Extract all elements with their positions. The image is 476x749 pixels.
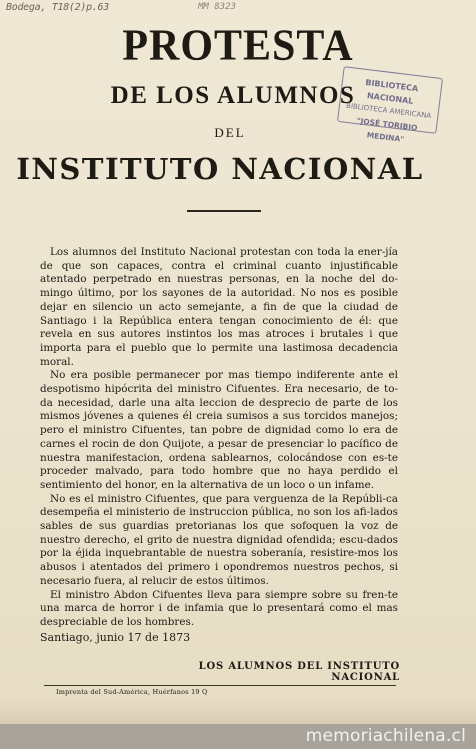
title-divider — [187, 210, 261, 212]
title-protesta: PROTESTA — [122, 21, 354, 71]
stamp-line-2: BIBLIOTECA AMERICANA — [345, 101, 432, 121]
catalog-handwriting-right: MM 8323 — [198, 2, 236, 12]
paragraph-4: El ministro Abdon Cifuentes lleva para siempre sobre su fren-te una marca de horror i de infamia que lo presentará como el mas despreciable de los hombres. — [40, 588, 398, 628]
library-stamp — [337, 66, 443, 144]
paragraph-1: Los alumnos del Instituto Nacional protestan con toda la ener-jía de que son capaces, contra el criminal cuanto injustificable atentado perpetrado en nuestras personas, en la noche del do-mingo último, por los sayones de la autoridad. No nos es posible dejar en silencio un acto semejante, a fin de que la ciudad de Santiago i la República entera tengan conocimiento de él: que revela en sus autores instintos los mas atroces i brutales i que importa para el pueblo que lo permite una lastimosa decadencia moral. — [40, 246, 398, 368]
watermark-text: memoriachilena.cl — [305, 726, 466, 746]
stamp-line-3: "JOSÉ TORIBIO MEDINA" — [356, 116, 418, 144]
title-instituto-nacional: INSTITUTO NACIONAL — [16, 152, 424, 186]
signature: LOS ALUMNOS DEL INSTITUTO NACIONAL — [198, 661, 400, 683]
footer-divider — [44, 685, 396, 686]
paragraph-3: No es el ministro Cifuentes, que para verguenza de la Repúbli-ca desempeña el ministerio de instruccion pública, no son los afi-lados sables de sus guardias pretorianas los que sofoquen la voz de nuestro derecho, el grito de nuestra dignidad ofendida; escu-dados por la éjida inquebrantable de nuestra soberanía, resistire-mos los abusos i atentados del primero i opondremos nuestros pechos, si necesario fuera, al relucir de estos últimos. — [40, 492, 398, 587]
catalog-handwriting: Bodega, T18(2)p.63 — [6, 2, 109, 13]
imprint-line: Imprenta del Sud-América, Huérfanos 19 Q — [56, 688, 208, 696]
date-line: Santiago, junio 17 de 1873 — [40, 630, 191, 644]
protest-body — [40, 246, 398, 644]
page-edge-shadow — [0, 700, 476, 726]
stamp-line-1: BIBLIOTECA NACIONAL — [364, 77, 419, 106]
title-de-los-alumnos: DE LOS ALUMNOS — [110, 82, 356, 109]
paragraph-2: No era posible permanecer por mas tiempo indiferente ante el despotismo hipócrita del ministro Cifuentes. Era necesario, de to-da necesidad, darle una alta leccion de desprecio de parte de los mismos jóvenes a quienes él creia sumisos a sus torcidos manejos; pero el ministro Cifuentes, tan pobre de dignidad como lo era de carnes el rocin de don Quijote, a pesar de presenciar lo pacífico de nuestra manifestacion, ordena sablearnos, colocándose con es-te proceder malvado, para todo hombre que no haya perdido el sentimiento del honor, en la alternativa de un loco o un infame. — [40, 369, 398, 491]
title-del: DEL — [214, 125, 246, 140]
